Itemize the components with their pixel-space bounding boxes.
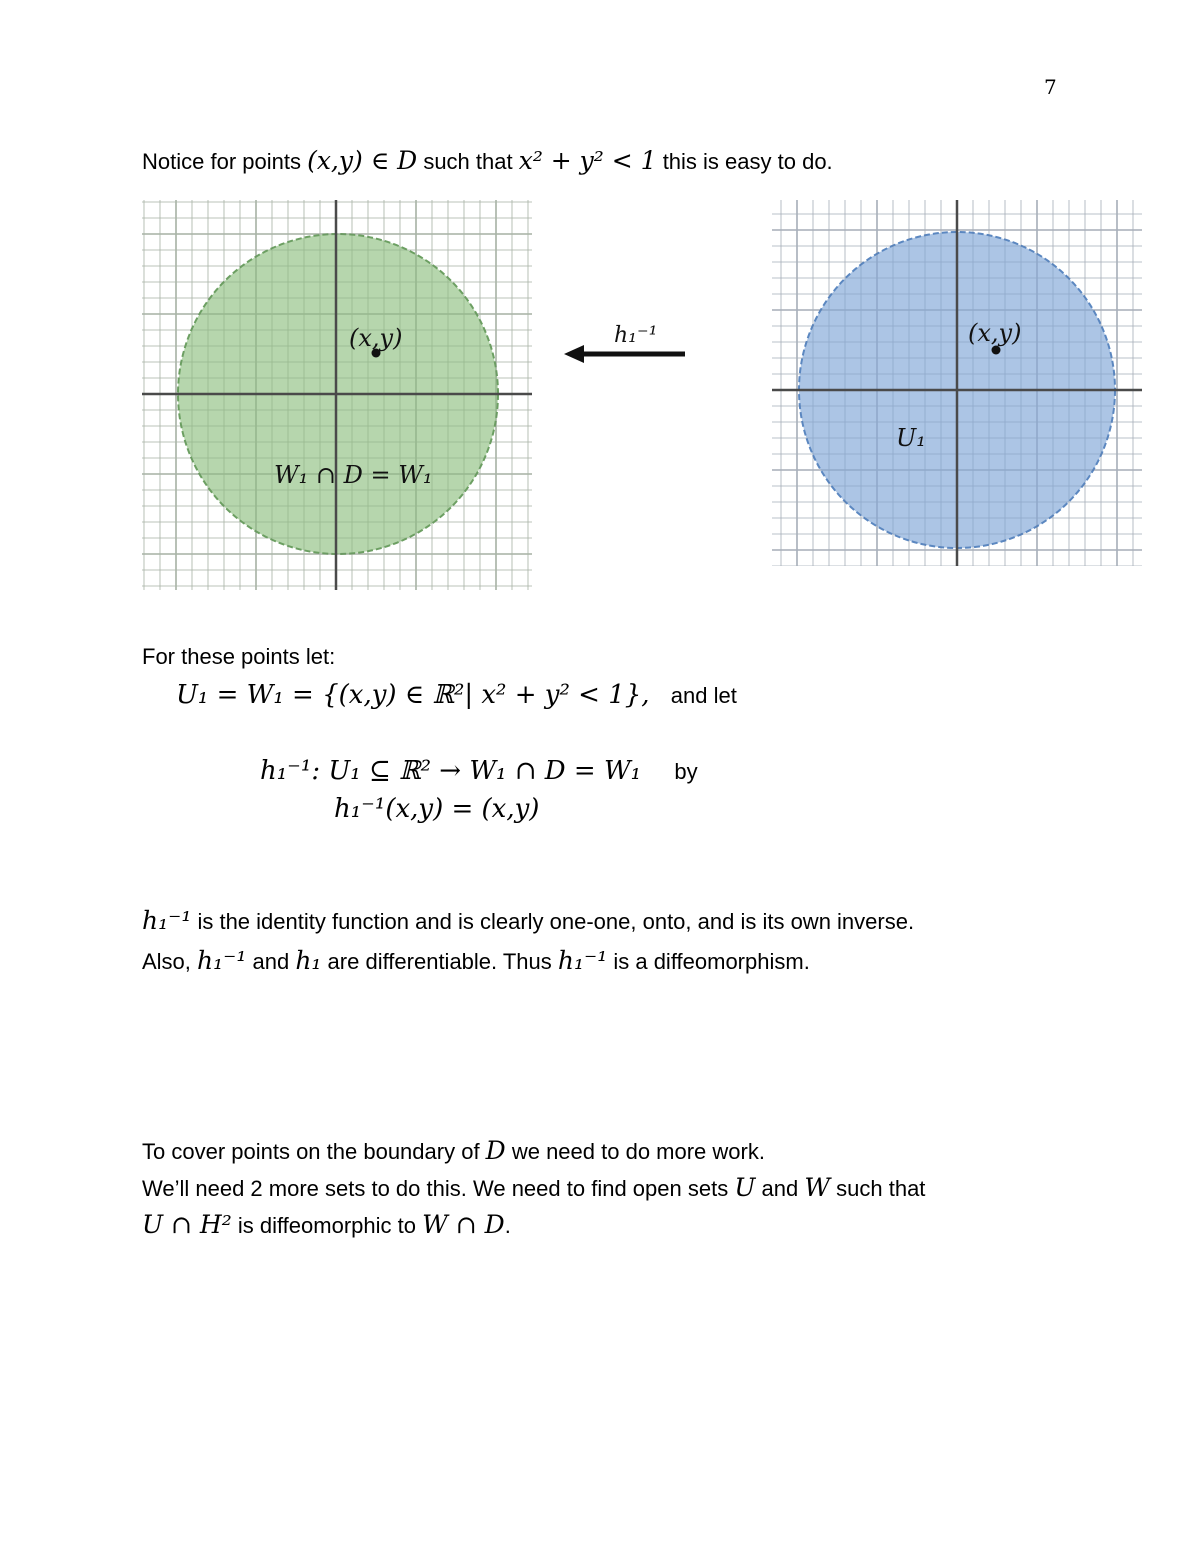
left-point-label: (x,y): [349, 324, 403, 352]
boundary-l1-b: we need to do more work.: [505, 1139, 765, 1164]
boundary-line-1: [142, 1136, 765, 1167]
arrow-head-icon: [564, 345, 584, 363]
right-point-label: (x,y): [968, 319, 1022, 347]
conclusion-l2-a: Also,: [142, 949, 198, 974]
right-disc-figure: [772, 200, 1142, 566]
map-equation: h₁⁻¹: U₁ ⊆ ℝ² → W₁ ∩ D = W₁: [260, 756, 642, 786]
set-equation: U₁ = W₁ = {(x,y) ∈ ℝ²| x² + y² < 1},: [176, 680, 650, 710]
boundary-l2-m1: U: [734, 1173, 756, 1202]
set-equation-line: [176, 676, 737, 713]
boundary-l2-c: such that: [830, 1176, 926, 1201]
conclusion-l2-c: are differentiable. Thus: [321, 949, 558, 974]
intro-text-c: this is easy to do.: [656, 149, 833, 174]
conclusion-l2-m1: h₁⁻¹: [197, 946, 247, 975]
conclusion-l1-math: h₁⁻¹: [142, 906, 192, 935]
and-let-text: and let: [670, 683, 737, 708]
definitions-lead: For these points let:: [142, 644, 336, 669]
boundary-line-2: [142, 1173, 925, 1204]
intro-math-a: (x,y) ∈ D: [307, 146, 418, 175]
conclusion-l2-m3: h₁⁻¹: [557, 946, 608, 975]
right-region-label: U₁: [896, 424, 926, 452]
conclusion-l2-m2: h₁: [295, 946, 322, 975]
formula-line: [334, 790, 539, 827]
conclusion-line-1: [142, 906, 914, 937]
left-region-label: W₁ ∩ D = W₁: [274, 461, 433, 489]
page-number: 7: [1044, 75, 1057, 99]
map-arrow-figure: [560, 318, 690, 368]
boundary-l2-b: and: [755, 1176, 805, 1201]
boundary-l2-m2: W: [804, 1173, 831, 1202]
boundary-l3-m1: U ∩ H²: [142, 1210, 232, 1239]
boundary-l3-b: is diffeomorphic to: [231, 1213, 423, 1238]
arrow-label: h₁⁻¹: [614, 323, 658, 348]
by-text: by: [674, 759, 698, 784]
boundary-line-3: [142, 1210, 511, 1241]
boundary-l3-m2: W ∩ D: [422, 1210, 505, 1239]
intro-math-b: x² + y² < 1: [518, 146, 657, 175]
left-disc-figure: [142, 200, 532, 590]
map-equation-line: [260, 752, 698, 789]
boundary-l1-m: D: [485, 1136, 506, 1165]
intro-text-b: such that: [417, 149, 519, 174]
conclusion-l1-text: is the identity function and is clearly one-one, onto, and is its own inverse.: [191, 909, 915, 934]
conclusion-l2-b: and: [246, 949, 296, 974]
boundary-l1-a: To cover points on the boundary of: [142, 1139, 486, 1164]
conclusion-l2-d: is a diffeomorphism.: [607, 949, 810, 974]
intro-line: [142, 146, 833, 177]
conclusion-line-2: [142, 946, 810, 977]
boundary-l2-a: We’ll need 2 more sets to do this. We need to find open sets: [142, 1176, 735, 1201]
intro-text-a: Notice for points: [142, 149, 308, 174]
formula: h₁⁻¹(x,y) = (x,y): [334, 794, 540, 824]
boundary-l3-c: .: [504, 1213, 511, 1238]
